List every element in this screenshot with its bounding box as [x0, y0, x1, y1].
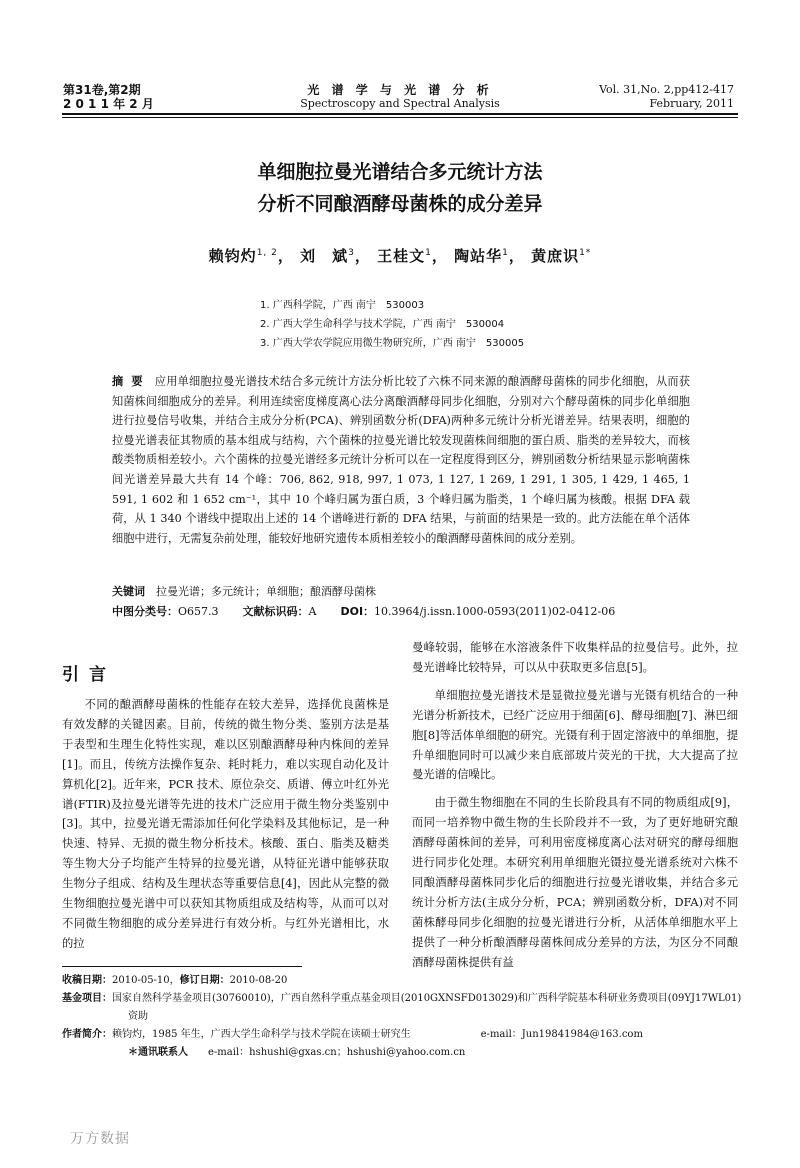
- author-email: e-mail：Jun19841984@163.com: [480, 1029, 643, 1040]
- body-right-column: [412, 638, 738, 973]
- author: 赖钧灼$^{1, 2}$: [208, 247, 278, 265]
- author: 王桂文$^1$: [377, 247, 432, 265]
- keywords: [112, 582, 376, 602]
- volume-pages: Vol. 31,No. 2,pp412-417: [599, 83, 734, 96]
- section-heading-introduction: 引言: [62, 665, 116, 685]
- corresponding-label: ＊通讯联系人: [128, 1047, 188, 1058]
- abstract-text: 应用单细胞拉曼光谱技术结合多元统计方法分析比较了六株不同来源的酿酒酵母菌株的同步化细胞，从而获知菌株间细胞成分的差异。利用连续密度梯度离心法分离酿酒酵母同步化细胞，分别对六个酵母菌株的同步化单细胞进行拉曼信号收集，并结合主成分分析(PCA)、辨别函数分析(DFA)两种多元统计分析光谱差异。结果表明，细胞的拉曼光谱表征其物质的基本组成与结构，六个菌株的拉曼光谱比较发现菌株间细胞的蛋白质、脂类的差异较大，而核酸类物质相差较小。六个菌株的拉曼光谱经多元统计分析可以在一定程度得到区分，辨别函数分析结果显示影响菌株间光谱差异最大共有 14 个峰：706, 862, 918, 997, 1 073, 1 127, 1 269, 1 291, 1 305, 1 429, 1 465, 1 591, 1 602 和 1 652 cm⁻¹，其中 10 个峰归属为蛋白质，3 个峰归属为脂类，1 个峰归属为核酸。根据 DFA 载荷，从 1 340 个谱线中提取出上述的 14 个谱峰进行新的 DFA 结果，与前面的结果是一致的。此方法能在单个活体细胞中进行，无需复杂前处理，能较好地研究遗传本质相差较小的酿酒酵母菌株间的成分差别。: [112, 375, 690, 545]
- journal-name-cn: 光 谱 学 与 光 谱 分 析: [307, 83, 493, 97]
- journal-volume-info: [63, 83, 154, 111]
- doi-value: 10.3964/j.issn.1000-0593(2011)02-0412-06: [374, 605, 616, 618]
- author-bio: [62, 1026, 742, 1044]
- header-rule: [62, 113, 738, 115]
- author: 黄庶识$^{1*}$: [531, 247, 592, 265]
- revised-value: 2010-08-20: [229, 975, 288, 986]
- corresponding-email: e-mail：hshushi@gxas.cn；hshushi@yahoo.com.cn: [208, 1047, 466, 1058]
- paragraph: 单细胞拉曼光谱技术是显微拉曼光谱与光镊有机结合的一种光谱分析新技术，已经广泛应用于细菌[6]、酵母细胞[7]、淋巴细胞[8]等活体单细胞的研究。光镊有利于固定溶液中的单细胞，提升单细胞同时可以减少来自底部玻片荧光的干扰，大大提高了拉曼光谱的信噪比。: [412, 688, 738, 782]
- doc-code-value: A: [308, 605, 317, 618]
- abstract: [112, 372, 690, 548]
- received-label: 收稿日期：: [62, 975, 112, 986]
- corresponding-author: [62, 1044, 742, 1062]
- affiliation: 2. 广西大学生命科学与技术学院，广西 南宁 530004: [260, 319, 505, 330]
- classification-line: [112, 602, 615, 622]
- affiliation: 1. 广西科学院，广西 南宁 530003: [260, 300, 425, 311]
- publish-date: 2 0 1 1 年 2 月: [63, 97, 154, 111]
- clc-value: O657.3: [178, 605, 219, 618]
- footnote-rule: [62, 966, 302, 967]
- fund-value: 国家自然科学基金项目(30760010)，广西自然科学重点基金项目(2010GXNSFD013029)和广西科学院基本科研业务费项目(09YJ17WL01)资助: [112, 993, 742, 1022]
- header-rule-thin: [62, 117, 738, 118]
- paper-title: [100, 156, 700, 220]
- journal-name-en: Spectroscopy and Spectral Analysis: [300, 97, 500, 110]
- title-line-1: 单细胞拉曼光谱结合多元统计方法: [257, 161, 543, 183]
- clc-label: 中图分类号：: [112, 605, 178, 618]
- received-value: 2010-05-10，: [112, 975, 180, 986]
- author-list: 赖钧灼$^{1, 2}$， 刘 斌$^3$， 王桂文$^1$， 陶站华$^1$， 黄庶识$^{1*}$: [208, 247, 592, 265]
- watermark-text: 万方数据: [70, 1131, 130, 1147]
- affiliation-list: [260, 296, 524, 353]
- volume-issue: 第31卷,第2期: [63, 83, 141, 97]
- keywords-text: 拉曼光谱；多元统计；单细胞；酿酒酵母菌株: [156, 585, 376, 598]
- author: 陶站华$^1$: [454, 247, 509, 265]
- keywords-label: 关键词: [112, 585, 145, 598]
- publish-month: February, 2011: [649, 97, 734, 110]
- paragraph: 曼峰较弱，能够在水溶液条件下收集样品的拉曼信号。此外，拉曼光谱峰比较特异，可以从中获取更多信息[5]。: [412, 641, 738, 674]
- received-dates: [62, 972, 742, 990]
- author-bio-label: 作者简介：: [62, 1029, 112, 1040]
- author: 刘 斌$^3$: [300, 247, 355, 265]
- paragraph: 由于微生物细胞在不同的生长阶段具有不同的物质组成[9]，而同一培养物中微生物的生长阶段并不一致，为了更好地研究酿酒酵母菌株间的差异，可利用密度梯度离心法对研究的酵母细胞进行同步化处理。本研究利用单细胞光镊拉曼光谱系统对六株不同酿酒酵母菌株同步化后的细胞进行拉曼光谱收集，并结合多元统计分析方法(主成分分析，PCA；辨别函数分析，DFA)对不同菌株酵母同步化细胞的拉曼光谱进行分析，从活体单细胞水平上提供了一种分析酿酒酵母菌株间成分差异的方法，为区分不同酿酒酵母菌株提供有益: [412, 796, 738, 969]
- title-line-2: 分析不同酿酒酵母菌株的成分差异: [257, 193, 543, 215]
- paragraph: 不同的酿酒酵母菌株的性能存在较大差异，选择优良菌株是有效发酵的关键因素。目前，传统的微生物分类、鉴别方法是基于表型和生理生化特性实现，难以区别酿酒酵母种内株间的差异[1]。而且，传统方法操作复杂、耗时耗力，难以实现自动化及计算机化[2]。近年来，PCR 技术、原位杂交、质谱、傅立叶红外光谱(FTIR)及拉曼光谱等先进的技术广泛应用于微生物分类鉴别中[3]。其中，拉曼光谱无需添加任何化学染料及其他标记，是一种快速、特异、无损的微生物分析技术。核酸、蛋白、脂类及糖类等生物大分子均能产生特异的拉曼光谱，从特征光谱中能够获取生物分子组成、结构及生理状态等重要信息[4]，因此从完整的微生物细胞拉曼光谱中可以获知其物质组成及结构等，从而可以对不同微生物细胞的成分差异进行有效分析。与红外光谱相比，水的拉: [62, 698, 389, 950]
- affiliation: 3. 广西大学农学院应用微生物研究所，广西 南宁 530005: [260, 338, 525, 349]
- abstract-label: 摘要: [112, 375, 151, 388]
- journal-pages-info: [599, 83, 734, 111]
- doc-code-label: 文献标识码：: [242, 605, 309, 618]
- fund-info: [62, 990, 742, 1026]
- body-left-column: [62, 695, 389, 954]
- journal-name: [230, 83, 570, 111]
- author-bio-value: 赖钧灼，1985 年生，广西大学生命科学与技术学院在读硕士研究生: [112, 1029, 411, 1040]
- footnotes: [62, 972, 742, 1062]
- doi-label: DOI：: [340, 605, 375, 618]
- fund-label: 基金项目：: [62, 993, 112, 1004]
- revised-label: 修订日期：: [179, 975, 230, 986]
